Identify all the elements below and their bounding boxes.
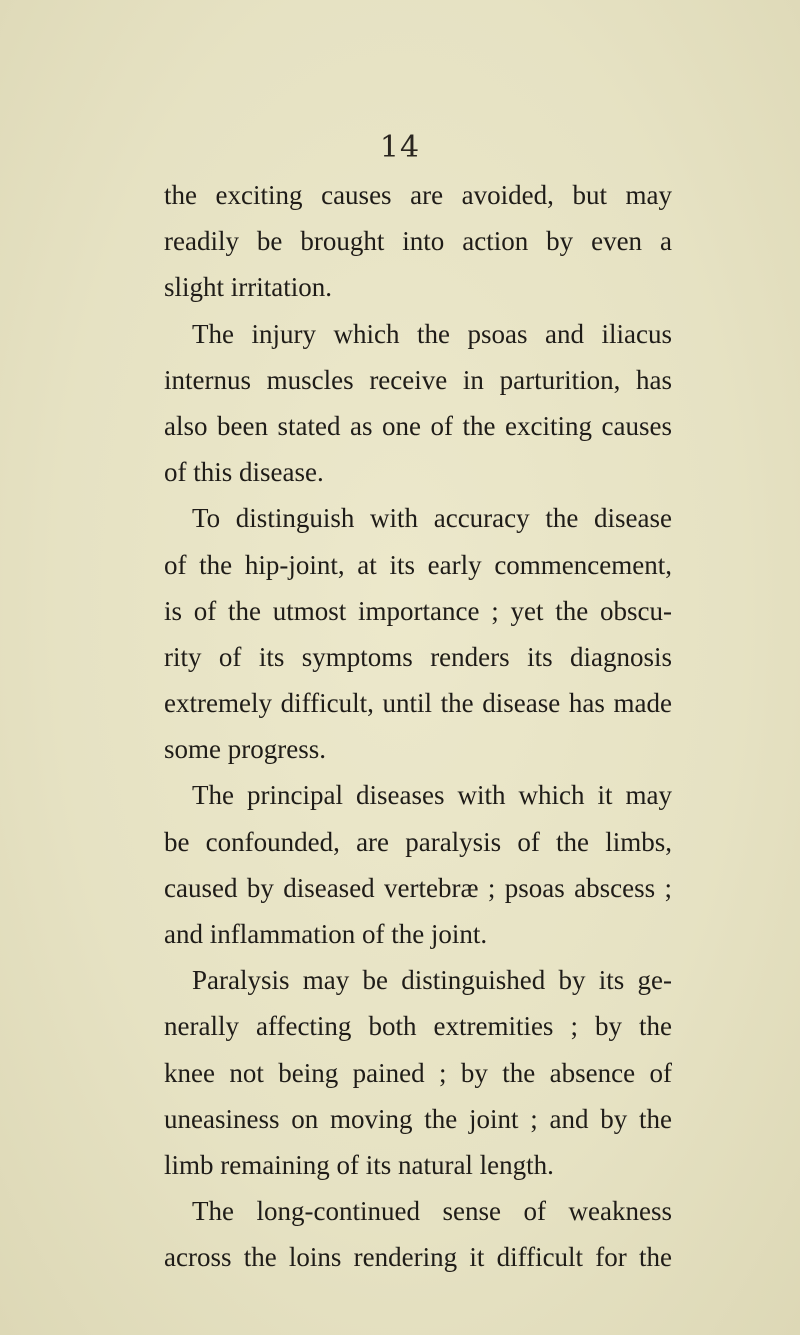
text-line: across the loins rendering it difficult for the: [164, 1242, 672, 1273]
text-line: also been stated as one of the exciting causes: [164, 410, 672, 441]
text-line: caused by diseased vertebræ ; psoas abscess ;: [164, 872, 672, 903]
text-line: nerally affecting both extremities ; by the: [164, 1011, 672, 1042]
text-line: of this disease.: [164, 457, 324, 488]
text-line: some progress.: [164, 734, 326, 765]
text-line: readily be brought into action by even a: [164, 226, 672, 257]
text-line: The principal diseases with which it may: [192, 780, 672, 811]
text-line: slight irritation.: [164, 272, 332, 303]
text-line: Paralysis may be distinguished by its ge-: [192, 965, 672, 996]
text-line: The long-continued sense of weakness: [192, 1196, 672, 1227]
text-line: rity of its symptoms renders its diagnosis: [164, 641, 672, 672]
text-line: knee not being pained ; by the absence of: [164, 1057, 672, 1088]
text-line: and inflammation of the joint.: [164, 919, 488, 949]
text-line: be confounded, are paralysis of the limbs,: [164, 826, 672, 857]
body-text: [164, 172, 672, 1281]
text-line: To distinguish with accuracy the disease: [192, 503, 672, 534]
text-line: is of the utmost importance ; yet the obscu-: [164, 595, 672, 626]
text-line: limb remaining of its natural length.: [164, 1149, 554, 1180]
text-line: of the hip-joint, at its early commencement,: [164, 549, 672, 580]
text-line: The injury which the psoas and iliacus: [192, 318, 672, 349]
text-line: internus muscles receive in parturition, has: [164, 364, 672, 395]
text-line: extremely difficult, until the disease has made: [164, 688, 672, 719]
page-number: 14: [379, 130, 421, 165]
text-line: uneasiness on moving the joint ; and by the: [164, 1103, 672, 1134]
text-line: the exciting causes are avoided, but may: [164, 180, 672, 210]
